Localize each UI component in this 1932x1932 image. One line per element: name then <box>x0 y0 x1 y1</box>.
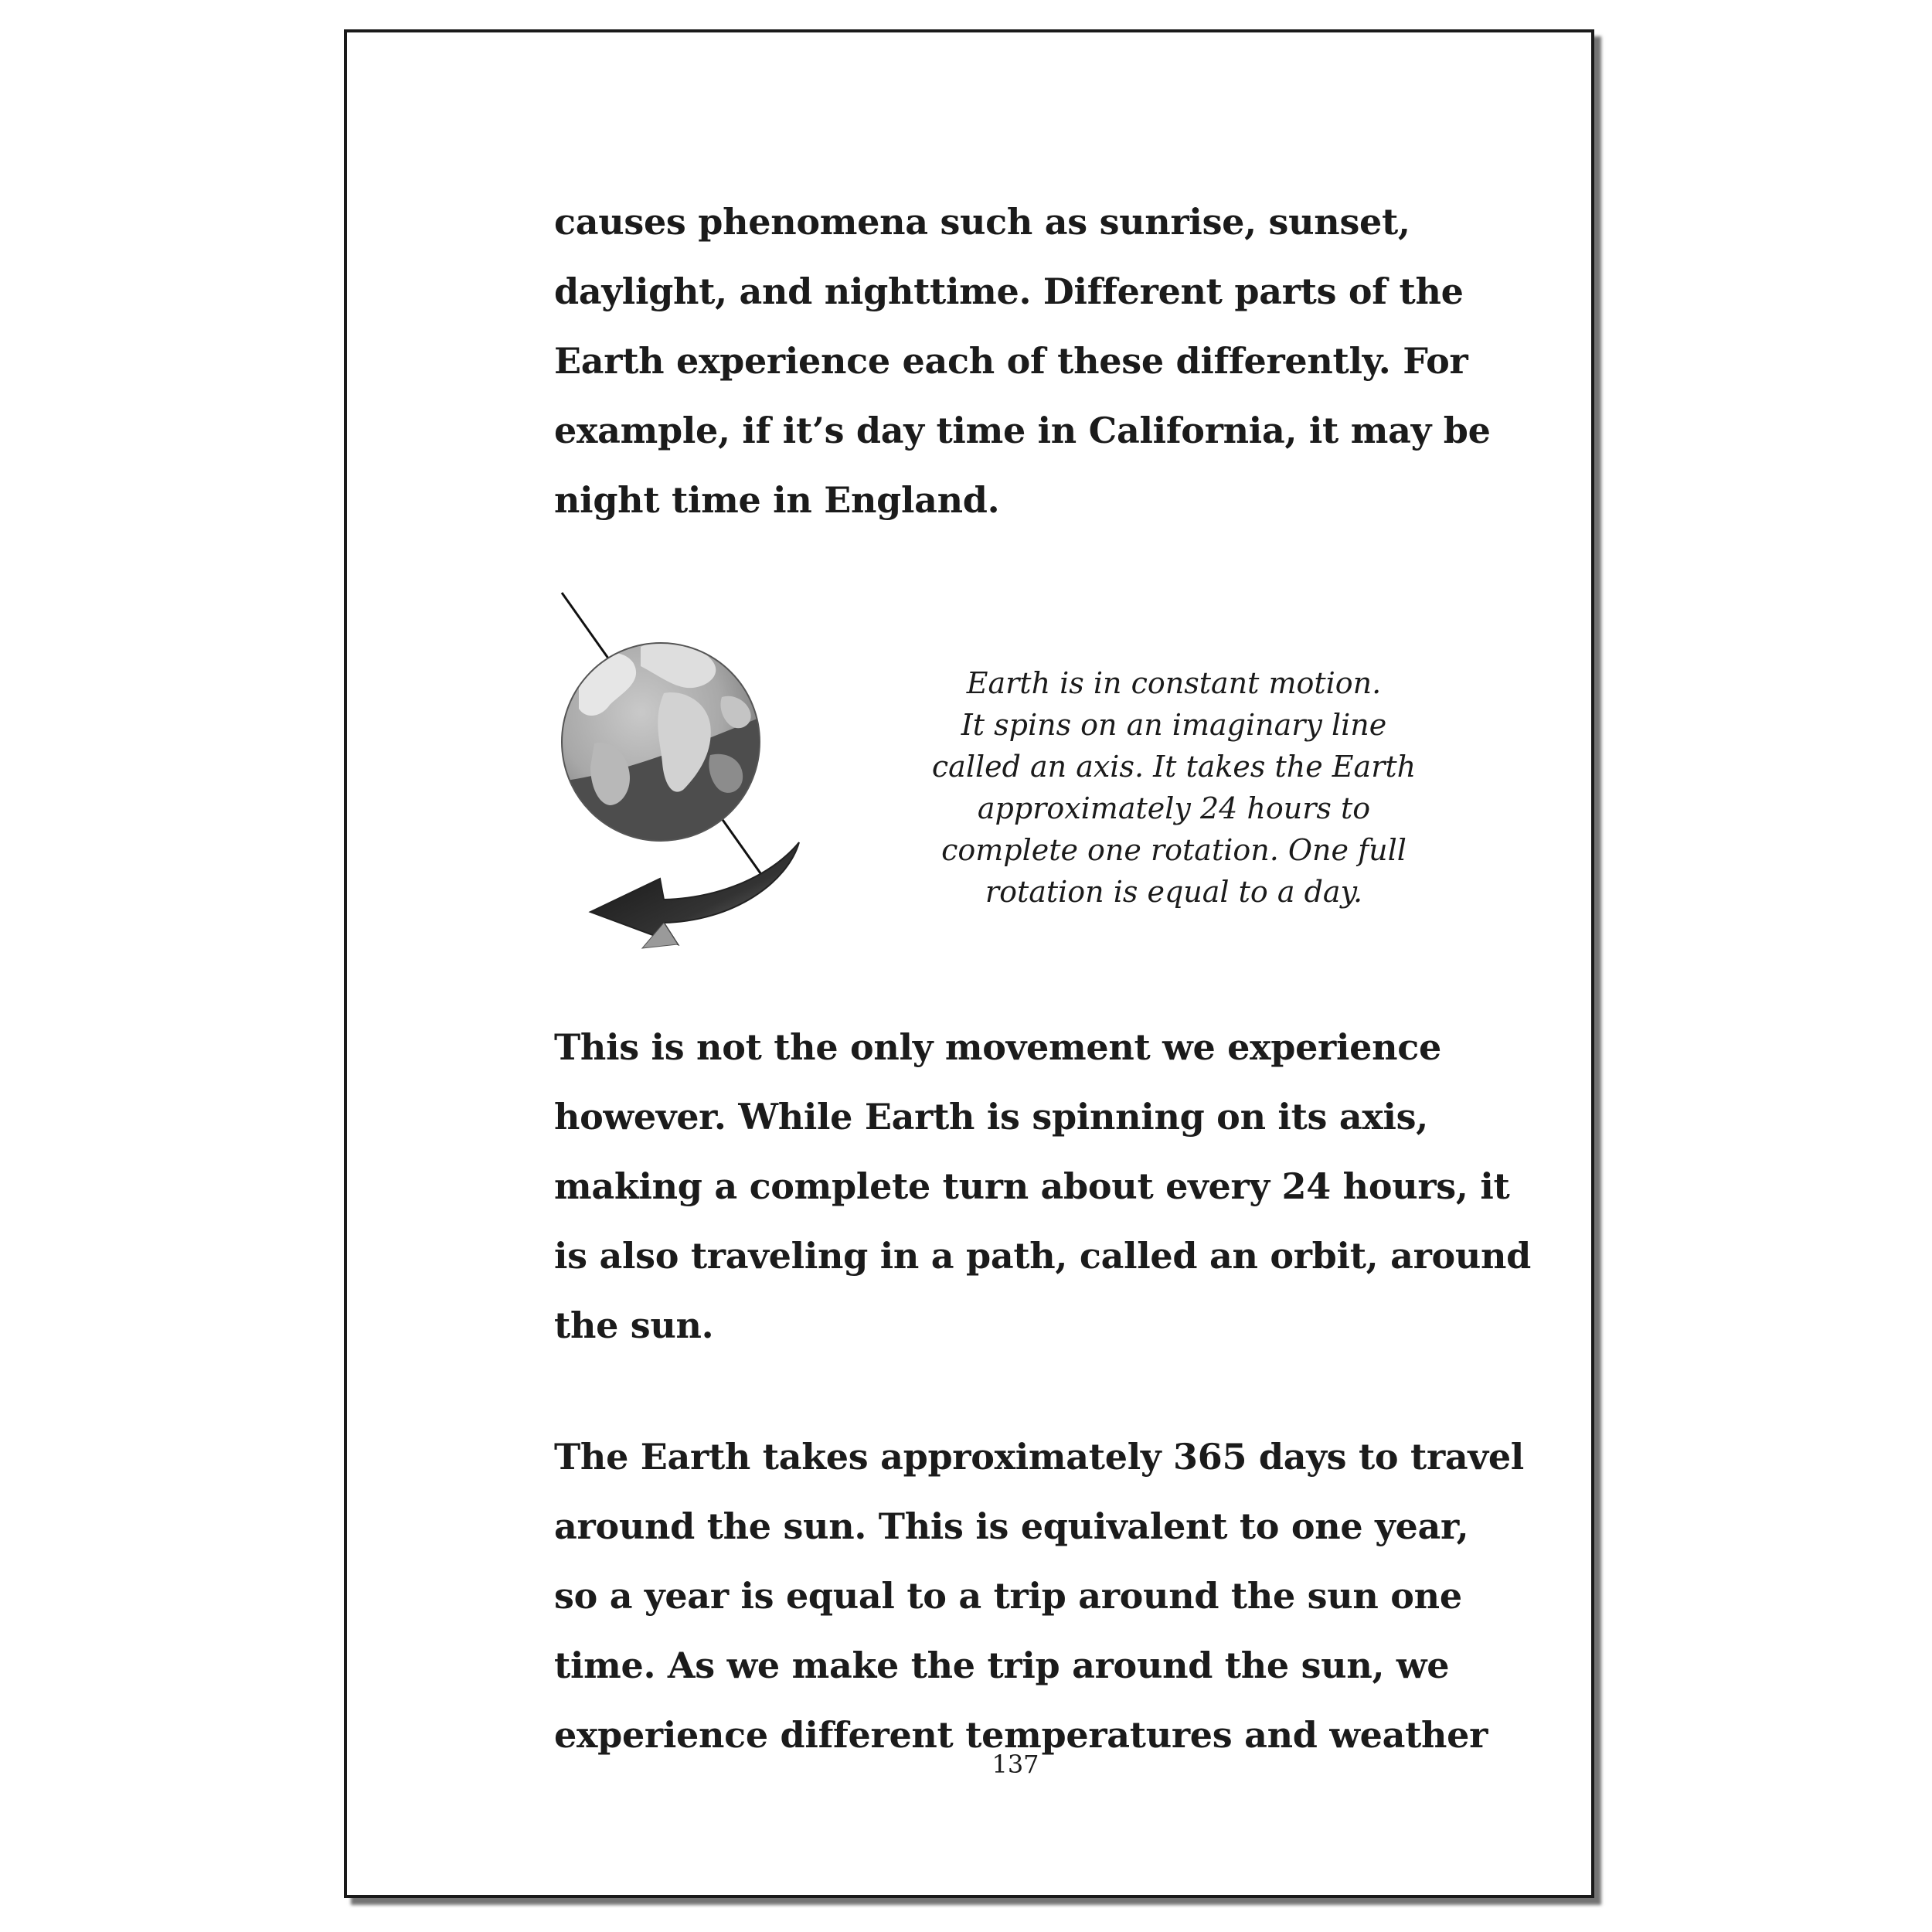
figure-caption <box>911 662 1437 913</box>
text-line: night time in England. <box>554 479 1000 521</box>
text-line: so a year is equal to a trip around the sun one <box>554 1575 1462 1617</box>
caption-line: approximately 24 hours to <box>977 791 1371 825</box>
text-line: The Earth takes approximately 365 days to travel <box>554 1436 1524 1478</box>
caption-line: called an axis. It takes the Earth <box>931 750 1417 784</box>
book-page <box>344 29 1594 1898</box>
text-line: experience different temperatures and weather <box>554 1714 1488 1756</box>
paragraph-year <box>554 1422 1524 1770</box>
text-line: the sun. <box>554 1304 714 1346</box>
text-line: Earth experience each of these differently. For <box>554 340 1468 382</box>
text-line: example, if it’s day time in California, it may be <box>554 410 1491 451</box>
text-line: This is not the only movement we experience <box>554 1026 1441 1068</box>
rotation-arrow-icon <box>590 842 799 944</box>
caption-line: complete one rotation. One full <box>941 833 1406 867</box>
text-line: time. As we make the trip around the sun, we <box>554 1645 1450 1686</box>
page-number: 137 <box>992 1750 1039 1779</box>
caption-line: It spins on an imaginary line <box>961 708 1387 742</box>
text-line: around the sun. This is equivalent to one year, <box>554 1505 1469 1547</box>
text-line: causes phenomena such as sunrise, sunset, <box>554 201 1410 243</box>
earth-rotation-figure <box>548 558 1444 991</box>
text-line: making a complete turn about every 24 hours, it <box>554 1165 1510 1207</box>
globe-icon <box>548 558 872 991</box>
caption-line: rotation is equal to a day. <box>985 875 1363 909</box>
text-line: however. While Earth is spinning on its axis, <box>554 1096 1428 1138</box>
caption-line: Earth is in constant motion. <box>966 666 1382 700</box>
text-line: daylight, and nighttime. Different parts of the <box>554 270 1464 312</box>
paragraph-day-night <box>554 187 1491 535</box>
text-line: is also traveling in a path, called an orbit, around <box>554 1235 1532 1277</box>
paragraph-orbit <box>554 1012 1532 1360</box>
